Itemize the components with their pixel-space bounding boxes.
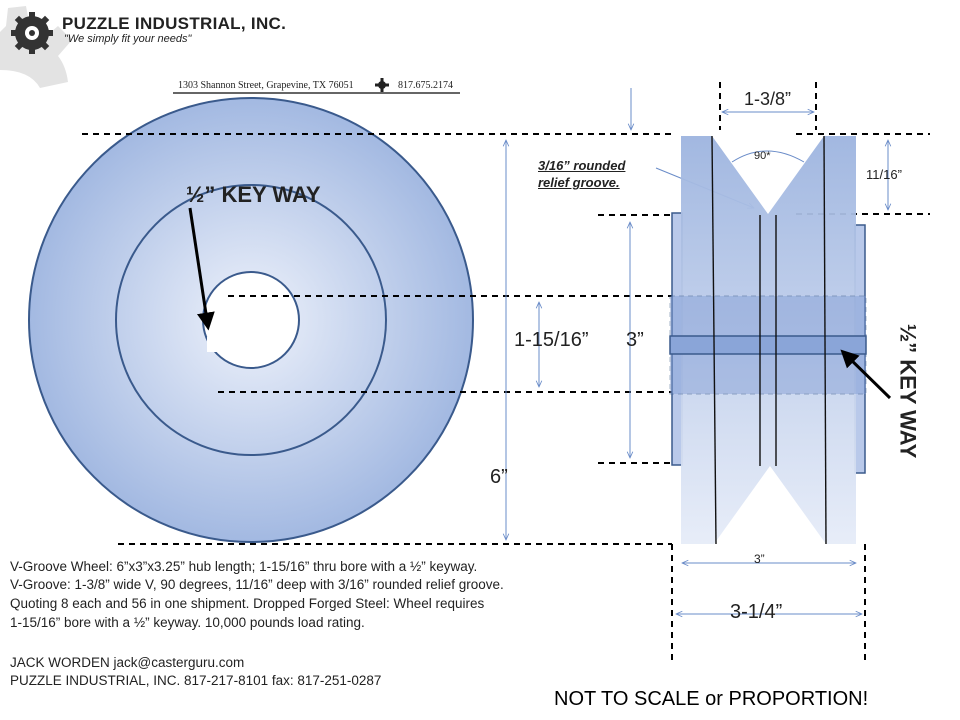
v-depth-label: 11/16” [866, 167, 902, 182]
side-keyway-label: ½” KEY WAY [895, 323, 921, 459]
company-phone: 817.675.2174 [398, 80, 453, 91]
description-line-2: V-Groove: 1-3/8” wide V, 90 degrees, 11/16” deep with 3/16” rounded relief groove. [10, 577, 504, 592]
front-keyway [207, 337, 218, 352]
description-line-4: 1-15/16” bore with a ½” keyway. 10,000 pounds load rating. [10, 615, 365, 630]
inner-width-label: 3” [754, 552, 765, 566]
company-tagline: "We simply fit your needs" [64, 33, 192, 45]
scale-disclaimer: NOT TO SCALE or PROPORTION! [554, 688, 869, 710]
overall-width-label: 3-1/4” [730, 601, 783, 623]
contact-company-phone: PUZZLE INDUSTRIAL, INC. 817-217-8101 fax: 817-251-0287 [10, 673, 382, 688]
hub-diameter-label: 3” [626, 329, 644, 351]
relief-groove-label-line2: relief groove. [538, 175, 620, 190]
small-gear-icon [375, 78, 389, 92]
company-name: PUZZLE INDUSTRIAL, INC. [62, 14, 287, 33]
front-view [29, 98, 473, 542]
wheel-diameter-label: 6” [490, 466, 508, 488]
relief-groove-label-line1: 3/16” rounded [538, 158, 626, 173]
company-address: 1303 Shannon Street, Grapevine, TX 76051 [178, 80, 354, 91]
front-keyway-label: ½” KEY WAY [186, 182, 321, 207]
description-line-1: V-Groove Wheel: 6”x3”x3.25” hub length; 1-15/16” thru bore with a ½” keyway. [10, 559, 478, 574]
wheel-bore [203, 272, 299, 368]
v-angle-label: 90* [754, 150, 771, 162]
bore-diameter-label: 1-15/16” [514, 329, 589, 351]
keyway-band [670, 336, 866, 354]
v-width-label: 1-3/8” [744, 89, 792, 109]
contact-name-email: JACK WORDEN jack@casterguru.com [10, 655, 245, 670]
side-view [670, 136, 890, 544]
description-line-3: Quoting 8 each and 56 in one shipment. Dropped Forged Steel: Wheel requires [10, 596, 485, 611]
